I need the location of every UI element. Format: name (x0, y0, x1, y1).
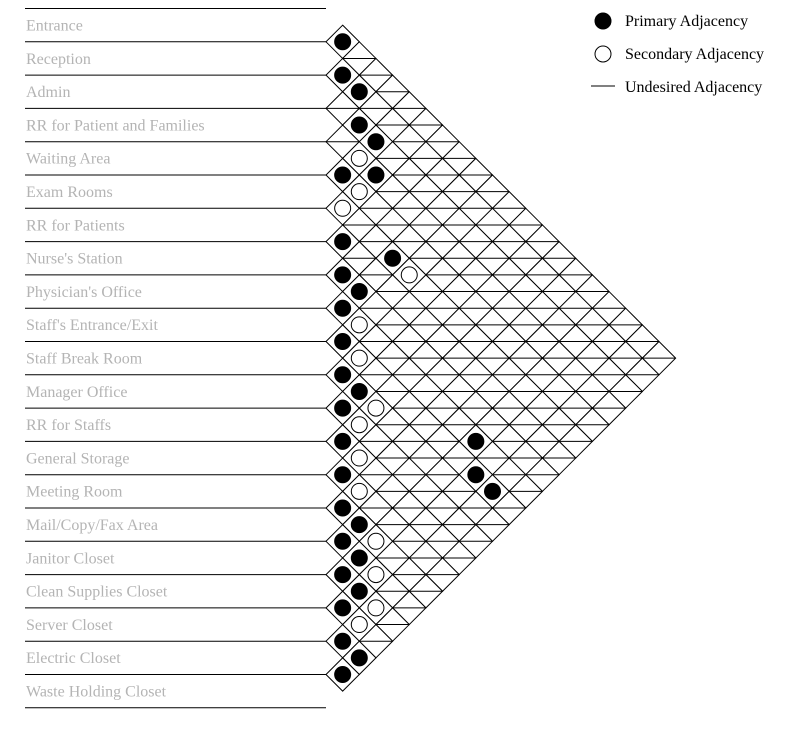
room-label: Staff Break Room (26, 350, 143, 368)
primary-adjacency-marker (485, 483, 501, 499)
secondary-adjacency-marker (351, 483, 367, 499)
primary-adjacency-marker (351, 550, 367, 566)
primary-adjacency-marker (351, 583, 367, 599)
legend-secondary-label: Secondary Adjacency (625, 46, 765, 63)
primary-adjacency-marker (335, 334, 351, 350)
secondary-adjacency-marker (335, 200, 351, 216)
primary-adjacency-marker (335, 167, 351, 183)
room-label: Meeting Room (26, 483, 123, 501)
room-label: Nurse's Station (26, 250, 123, 268)
room-label: Exam Rooms (26, 184, 113, 201)
secondary-adjacency-marker (368, 567, 384, 583)
primary-adjacency-marker (468, 467, 484, 483)
primary-adjacency-marker (351, 284, 367, 300)
primary-adjacency-marker (335, 600, 351, 616)
adjacency-grid (326, 25, 676, 691)
secondary-adjacency-marker (368, 400, 384, 416)
primary-adjacency-marker (351, 650, 367, 666)
primary-adjacency-marker (335, 533, 351, 549)
primary-adjacency-marker (368, 134, 384, 150)
room-label: Reception (26, 50, 91, 68)
primary-adjacency-marker (468, 433, 484, 449)
room-label: Mail/Copy/Fax Area (26, 517, 158, 534)
primary-adjacency-marker (335, 467, 351, 483)
secondary-adjacency-marker (351, 617, 367, 633)
room-label: Manager Office (26, 383, 128, 401)
secondary-adjacency-marker (351, 350, 367, 366)
room-label: RR for Staffs (26, 417, 112, 435)
secondary-adjacency-marker (351, 150, 367, 166)
primary-adjacency-marker (335, 633, 351, 649)
legend (591, 13, 764, 96)
primary-adjacency-icon (595, 13, 611, 29)
primary-adjacency-marker (385, 250, 401, 266)
primary-adjacency-marker (335, 300, 351, 316)
secondary-adjacency-marker (401, 267, 417, 283)
secondary-adjacency-marker (351, 417, 367, 433)
primary-adjacency-marker (335, 234, 351, 250)
primary-adjacency-marker (335, 367, 351, 383)
room-label: RR for Patients (26, 217, 125, 235)
primary-adjacency-marker (335, 34, 351, 50)
room-label: Electric Closet (26, 650, 121, 668)
secondary-adjacency-icon (595, 46, 611, 62)
primary-adjacency-marker (351, 84, 367, 100)
secondary-adjacency-marker (368, 600, 384, 616)
secondary-adjacency-marker (351, 184, 367, 200)
secondary-adjacency-marker (351, 450, 367, 466)
room-label: Waste Holding Closet (26, 683, 167, 701)
legend-primary-label: Primary Adjacency (625, 13, 749, 30)
primary-adjacency-marker (335, 433, 351, 449)
room-label: Entrance (26, 17, 83, 35)
legend-undesired-label: Undesired Adjacency (625, 79, 763, 96)
room-label: Waiting Area (26, 150, 111, 168)
primary-adjacency-marker (335, 267, 351, 283)
room-label-list (25, 9, 326, 708)
primary-adjacency-marker (351, 383, 367, 399)
room-label: Janitor Closet (26, 550, 115, 568)
primary-adjacency-marker (335, 667, 351, 683)
secondary-adjacency-marker (368, 533, 384, 549)
room-label: Physician's Office (26, 283, 142, 301)
primary-adjacency-marker (335, 67, 351, 83)
room-label: General Storage (26, 450, 130, 468)
primary-adjacency-marker (351, 117, 367, 133)
room-label: RR for Patient and Families (26, 117, 205, 135)
primary-adjacency-marker (335, 500, 351, 516)
primary-adjacency-marker (335, 400, 351, 416)
primary-adjacency-marker (351, 517, 367, 533)
room-label: Server Closet (26, 616, 113, 634)
room-label: Clean Supplies Closet (26, 583, 168, 601)
primary-adjacency-marker (335, 567, 351, 583)
room-label: Admin (26, 84, 71, 102)
room-label: Staff's Entrance/Exit (26, 317, 158, 335)
secondary-adjacency-marker (351, 317, 367, 333)
primary-adjacency-marker (368, 167, 384, 183)
